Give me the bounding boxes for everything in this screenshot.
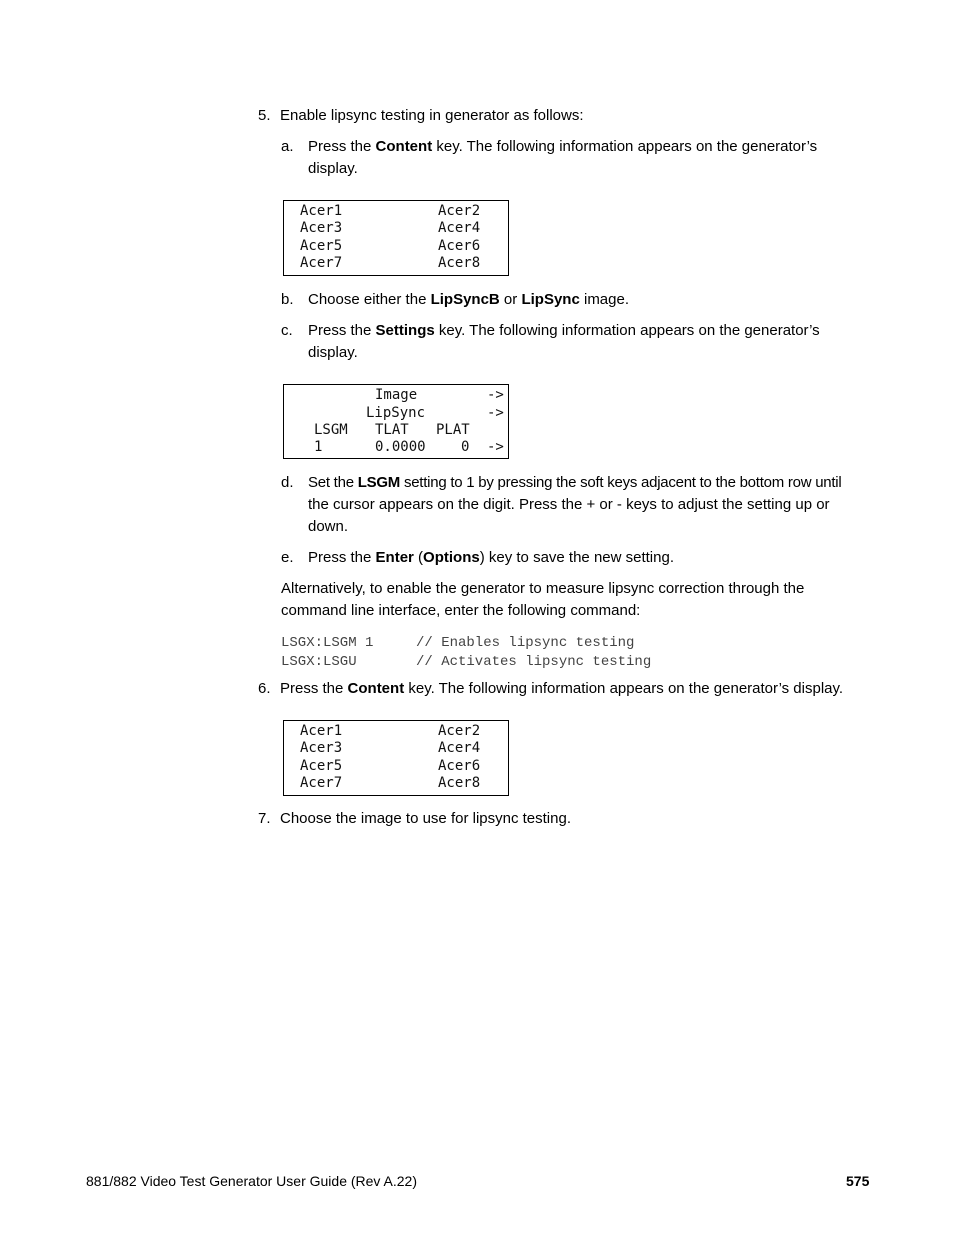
key-name: Enter <box>375 549 414 566</box>
display-cell: Acer8 <box>438 255 481 271</box>
text-run: or <box>499 291 522 308</box>
display-cell: Acer7 <box>300 255 343 271</box>
page-number: 575 <box>846 1173 870 1189</box>
display-cell: Acer8 <box>438 775 481 791</box>
display-cell: Acer7 <box>300 775 343 791</box>
command-text: LSGX:LSGM 1 <box>281 635 374 651</box>
image-name: LipSync <box>521 291 580 308</box>
text-run: ) key to save the new setting. <box>479 549 674 566</box>
text-run: image. <box>579 291 630 308</box>
substep-letter: b. <box>281 291 294 308</box>
command-text: LSGX:LSGU <box>281 654 357 670</box>
display-cell: Acer4 <box>438 220 481 236</box>
key-name: Content <box>375 138 433 155</box>
key-name: Content <box>347 680 405 697</box>
image-name: LipSyncB <box>430 291 500 308</box>
text-run: Press the <box>308 138 376 155</box>
display-cell: Acer2 <box>438 723 481 739</box>
substep-text-cont: the cursor appears on the digit. Press the + or - keys to adjust the setting up or <box>308 496 830 513</box>
display-header-plat: PLAT <box>436 422 470 438</box>
display-header-tlat: TLAT <box>375 422 409 438</box>
setting-name: LSGM <box>357 474 401 491</box>
display-cell: Acer2 <box>438 203 481 219</box>
step-number: 5. <box>258 107 271 124</box>
substep-text <box>308 547 674 569</box>
text-run: key. The following information appears on the generator’s <box>432 138 818 155</box>
display-cell: Acer1 <box>300 723 343 739</box>
display-value-lsgm: 1 <box>314 439 323 455</box>
display-cell: Acer3 <box>300 740 343 756</box>
step-number: 7. <box>258 810 271 827</box>
text-run: Press the <box>280 680 348 697</box>
substep-text <box>308 472 841 494</box>
substep-text-cont: display. <box>308 344 358 361</box>
display-label-lipsync: LipSync <box>366 405 426 421</box>
step-text <box>280 678 843 700</box>
display-header-lsgm: LSGM <box>314 422 348 438</box>
paragraph-line: Alternatively, to enable the generator to measure lipsync correction through the <box>281 580 805 597</box>
display-label-image: Image <box>375 387 418 403</box>
key-name: Settings <box>375 322 435 339</box>
substep-text <box>308 289 629 311</box>
command-block <box>281 634 701 674</box>
step-text: Enable lipsync testing in generator as follows: <box>280 107 584 124</box>
display-arrow: -> <box>487 405 504 421</box>
display-cell: Acer6 <box>438 758 481 774</box>
step-number: 6. <box>258 680 271 697</box>
text-run: ( <box>413 549 424 566</box>
display-value-plat: 0 <box>461 439 470 455</box>
text-run: Press the <box>308 322 376 339</box>
display-cell: Acer6 <box>438 238 481 254</box>
text-run: setting to 1 by pressing the soft keys adjacent to the bottom row until <box>400 474 842 491</box>
key-name: Options <box>423 549 480 566</box>
substep-text <box>308 136 817 158</box>
substep-letter: d. <box>281 474 294 491</box>
display-cell: Acer1 <box>300 203 343 219</box>
command-comment: // Enables lipsync testing <box>416 635 635 651</box>
substep-letter: e. <box>281 549 294 566</box>
text-run: Press the <box>308 549 376 566</box>
text-run: Choose either the <box>308 291 431 308</box>
display-cell: Acer5 <box>300 238 343 254</box>
display-arrow: -> <box>487 387 504 403</box>
generator-display-settings <box>283 384 509 459</box>
display-arrow: -> <box>487 439 504 455</box>
display-cell: Acer3 <box>300 220 343 236</box>
step-text: Choose the image to use for lipsync testing. <box>280 810 571 827</box>
display-cell: Acer5 <box>300 758 343 774</box>
substep-letter: c. <box>281 322 293 339</box>
text-run: key. The following information appears on the generator’s <box>434 322 820 339</box>
text-run: Set the <box>308 474 358 491</box>
substep-text-cont: display. <box>308 160 358 177</box>
paragraph-line: command line interface, enter the following command: <box>281 602 641 619</box>
footer-title: 881/882 Video Test Generator User Guide (Rev A.22) <box>86 1173 418 1189</box>
substep-text-cont: down. <box>308 518 349 535</box>
display-cell: Acer4 <box>438 740 481 756</box>
substep-text <box>308 320 820 342</box>
generator-display-content <box>283 200 509 276</box>
text-run: key. The following information appears on the generator’s display. <box>404 680 844 697</box>
substep-letter: a. <box>281 138 294 155</box>
command-comment: // Activates lipsync testing <box>416 654 652 670</box>
generator-display-content <box>283 720 509 796</box>
display-value-tlat: 0.0000 <box>375 439 426 455</box>
